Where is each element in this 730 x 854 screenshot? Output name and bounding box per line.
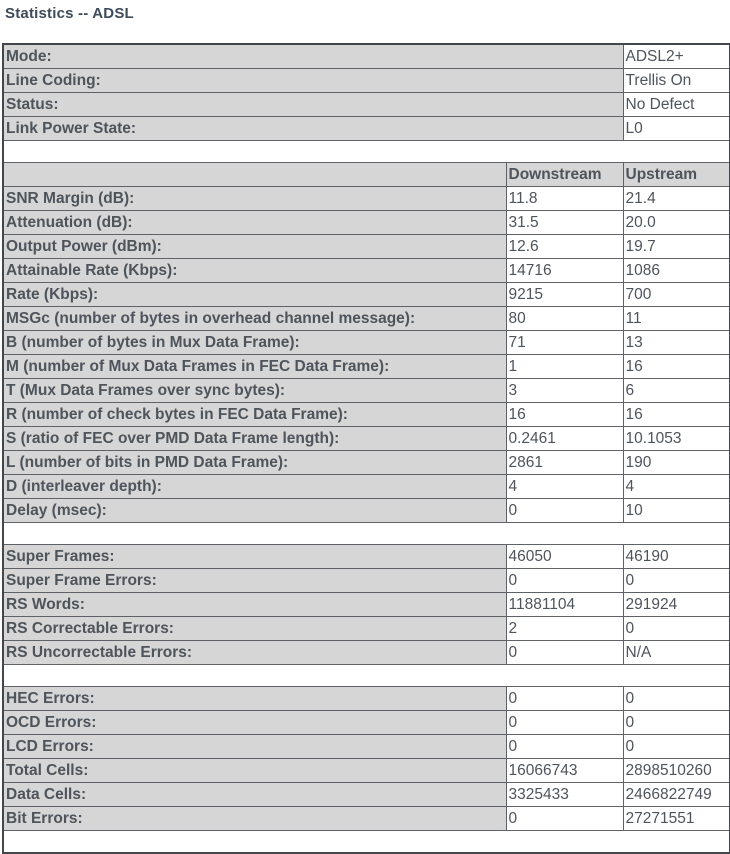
- stat-value-downstream: 0: [506, 735, 623, 759]
- column-header-row: [3, 163, 730, 187]
- stat-row-line-parameters: [3, 499, 730, 523]
- stat-row-label: R (number of check bytes in FEC Data Frame):: [3, 403, 506, 427]
- stat-row-label: Total Cells:: [3, 759, 506, 783]
- stat-value-upstream: 2466822749: [623, 783, 730, 807]
- stat-value-downstream: 0: [506, 711, 623, 735]
- stat-value-upstream: 0: [623, 569, 730, 593]
- stat-row-label: M (number of Mux Data Frames in FEC Data Frame):: [3, 355, 506, 379]
- stat-row-cell-counters: [3, 735, 730, 759]
- stat-value-downstream: 1: [506, 355, 623, 379]
- separator-row: [3, 141, 730, 163]
- stat-value-downstream: 2861: [506, 451, 623, 475]
- stat-value-downstream: 16066743: [506, 759, 623, 783]
- stat-value-downstream: 4: [506, 475, 623, 499]
- stat-value-upstream: 1086: [623, 259, 730, 283]
- stat-value-upstream: 27271551: [623, 807, 730, 831]
- info-row: [3, 69, 730, 93]
- stat-row-cell-counters: [3, 687, 730, 711]
- stat-value-upstream: 0: [623, 711, 730, 735]
- stat-row-label: Attainable Rate (Kbps):: [3, 259, 506, 283]
- stat-row-line-parameters: [3, 331, 730, 355]
- info-row: [3, 117, 730, 141]
- stat-value-upstream: 16: [623, 355, 730, 379]
- stat-row-label: B (number of bytes in Mux Data Frame):: [3, 331, 506, 355]
- stat-row-label: OCD Errors:: [3, 711, 506, 735]
- stat-row-line-parameters: [3, 427, 730, 451]
- stat-value-upstream: 0: [623, 617, 730, 641]
- adsl-stats-table-body: [3, 44, 730, 853]
- stat-row-label: Data Cells:: [3, 783, 506, 807]
- adsl-stats-table: [2, 43, 730, 854]
- stat-value-downstream: 0: [506, 641, 623, 665]
- stat-value-upstream: 190: [623, 451, 730, 475]
- stat-value-downstream: 0: [506, 569, 623, 593]
- stat-row-superframe-counters: [3, 641, 730, 665]
- stat-row-label: RS Uncorrectable Errors:: [3, 641, 506, 665]
- stat-row-line-parameters: [3, 475, 730, 499]
- stat-value-upstream: 46190: [623, 545, 730, 569]
- stat-row-line-parameters: [3, 211, 730, 235]
- info-row-value: ADSL2+: [623, 44, 730, 69]
- stat-value-downstream: 3: [506, 379, 623, 403]
- column-header-blank: [3, 163, 506, 187]
- stat-value-upstream: 19.7: [623, 235, 730, 259]
- stat-value-downstream: 46050: [506, 545, 623, 569]
- stat-value-upstream: 0: [623, 687, 730, 711]
- stat-value-upstream: 21.4: [623, 187, 730, 211]
- stat-row-label: Delay (msec):: [3, 499, 506, 523]
- separator-cell: [3, 665, 730, 687]
- stat-value-upstream: 700: [623, 283, 730, 307]
- stat-row-label: Rate (Kbps):: [3, 283, 506, 307]
- page-title: Statistics -- ADSL: [5, 5, 134, 22]
- stat-row-line-parameters: [3, 283, 730, 307]
- stat-row-cell-counters: [3, 807, 730, 831]
- stat-value-downstream: 14716: [506, 259, 623, 283]
- stat-row-cell-counters: [3, 711, 730, 735]
- stat-row-label: S (ratio of FEC over PMD Data Frame length):: [3, 427, 506, 451]
- stat-row-label: Attenuation (dB):: [3, 211, 506, 235]
- info-row: [3, 44, 730, 69]
- stat-row-label: Bit Errors:: [3, 807, 506, 831]
- stat-row-label: Output Power (dBm):: [3, 235, 506, 259]
- info-row-label: Link Power State:: [3, 117, 623, 141]
- stat-value-downstream: 0: [506, 499, 623, 523]
- stat-value-downstream: 71: [506, 331, 623, 355]
- stat-row-superframe-counters: [3, 617, 730, 641]
- stat-value-upstream: 20.0: [623, 211, 730, 235]
- separator-cell: [3, 141, 730, 163]
- info-row-value: Trellis On: [623, 69, 730, 93]
- stat-value-upstream: 11: [623, 307, 730, 331]
- stat-row-cell-counters: [3, 783, 730, 807]
- stat-row-superframe-counters: [3, 545, 730, 569]
- stat-value-upstream: 2898510260: [623, 759, 730, 783]
- stat-value-upstream: 13: [623, 331, 730, 355]
- stat-value-downstream: 2: [506, 617, 623, 641]
- stat-value-downstream: 31.5: [506, 211, 623, 235]
- stat-value-upstream: 291924: [623, 593, 730, 617]
- stat-value-upstream: 6: [623, 379, 730, 403]
- stat-row-line-parameters: [3, 187, 730, 211]
- stat-row-line-parameters: [3, 307, 730, 331]
- separator-row: [3, 665, 730, 687]
- stat-value-upstream: 16: [623, 403, 730, 427]
- stat-value-downstream: 0: [506, 687, 623, 711]
- stat-row-line-parameters: [3, 451, 730, 475]
- stat-row-label: T (Mux Data Frames over sync bytes):: [3, 379, 506, 403]
- stat-value-downstream: 9215: [506, 283, 623, 307]
- stat-value-upstream: 10.1053: [623, 427, 730, 451]
- stat-row-label: LCD Errors:: [3, 735, 506, 759]
- info-row-value: L0: [623, 117, 730, 141]
- info-row-label: Line Coding:: [3, 69, 623, 93]
- stat-row-label: L (number of bits in PMD Data Frame):: [3, 451, 506, 475]
- stat-value-downstream: 12.6: [506, 235, 623, 259]
- stat-row-label: RS Words:: [3, 593, 506, 617]
- info-row: [3, 93, 730, 117]
- stat-row-label: RS Correctable Errors:: [3, 617, 506, 641]
- stat-row-label: Super Frames:: [3, 545, 506, 569]
- separator-row: [3, 831, 730, 854]
- stat-value-downstream: 0: [506, 807, 623, 831]
- separator-cell: [3, 523, 730, 545]
- stat-value-downstream: 16: [506, 403, 623, 427]
- stat-value-downstream: 11.8: [506, 187, 623, 211]
- separator-cell: [3, 831, 730, 854]
- stat-row-line-parameters: [3, 403, 730, 427]
- stat-row-label: D (interleaver depth):: [3, 475, 506, 499]
- stat-value-upstream: N/A: [623, 641, 730, 665]
- stat-value-downstream: 3325433: [506, 783, 623, 807]
- column-header-upstream: Upstream: [623, 163, 730, 187]
- stat-value-upstream: 10: [623, 499, 730, 523]
- info-row-label: Status:: [3, 93, 623, 117]
- info-row-label: Mode:: [3, 44, 623, 69]
- stat-value-downstream: 80: [506, 307, 623, 331]
- stat-row-superframe-counters: [3, 569, 730, 593]
- stat-row-label: MSGc (number of bytes in overhead channel message):: [3, 307, 506, 331]
- stat-row-label: SNR Margin (dB):: [3, 187, 506, 211]
- info-row-value: No Defect: [623, 93, 730, 117]
- column-header-downstream: Downstream: [506, 163, 623, 187]
- stat-row-cell-counters: [3, 759, 730, 783]
- stat-value-upstream: 4: [623, 475, 730, 499]
- stat-row-line-parameters: [3, 259, 730, 283]
- stat-row-line-parameters: [3, 355, 730, 379]
- separator-row: [3, 523, 730, 545]
- stat-row-line-parameters: [3, 235, 730, 259]
- stat-value-upstream: 0: [623, 735, 730, 759]
- stat-row-label: HEC Errors:: [3, 687, 506, 711]
- stat-value-downstream: 11881104: [506, 593, 623, 617]
- stat-value-downstream: 0.2461: [506, 427, 623, 451]
- stat-row-label: Super Frame Errors:: [3, 569, 506, 593]
- stat-row-line-parameters: [3, 379, 730, 403]
- stat-row-superframe-counters: [3, 593, 730, 617]
